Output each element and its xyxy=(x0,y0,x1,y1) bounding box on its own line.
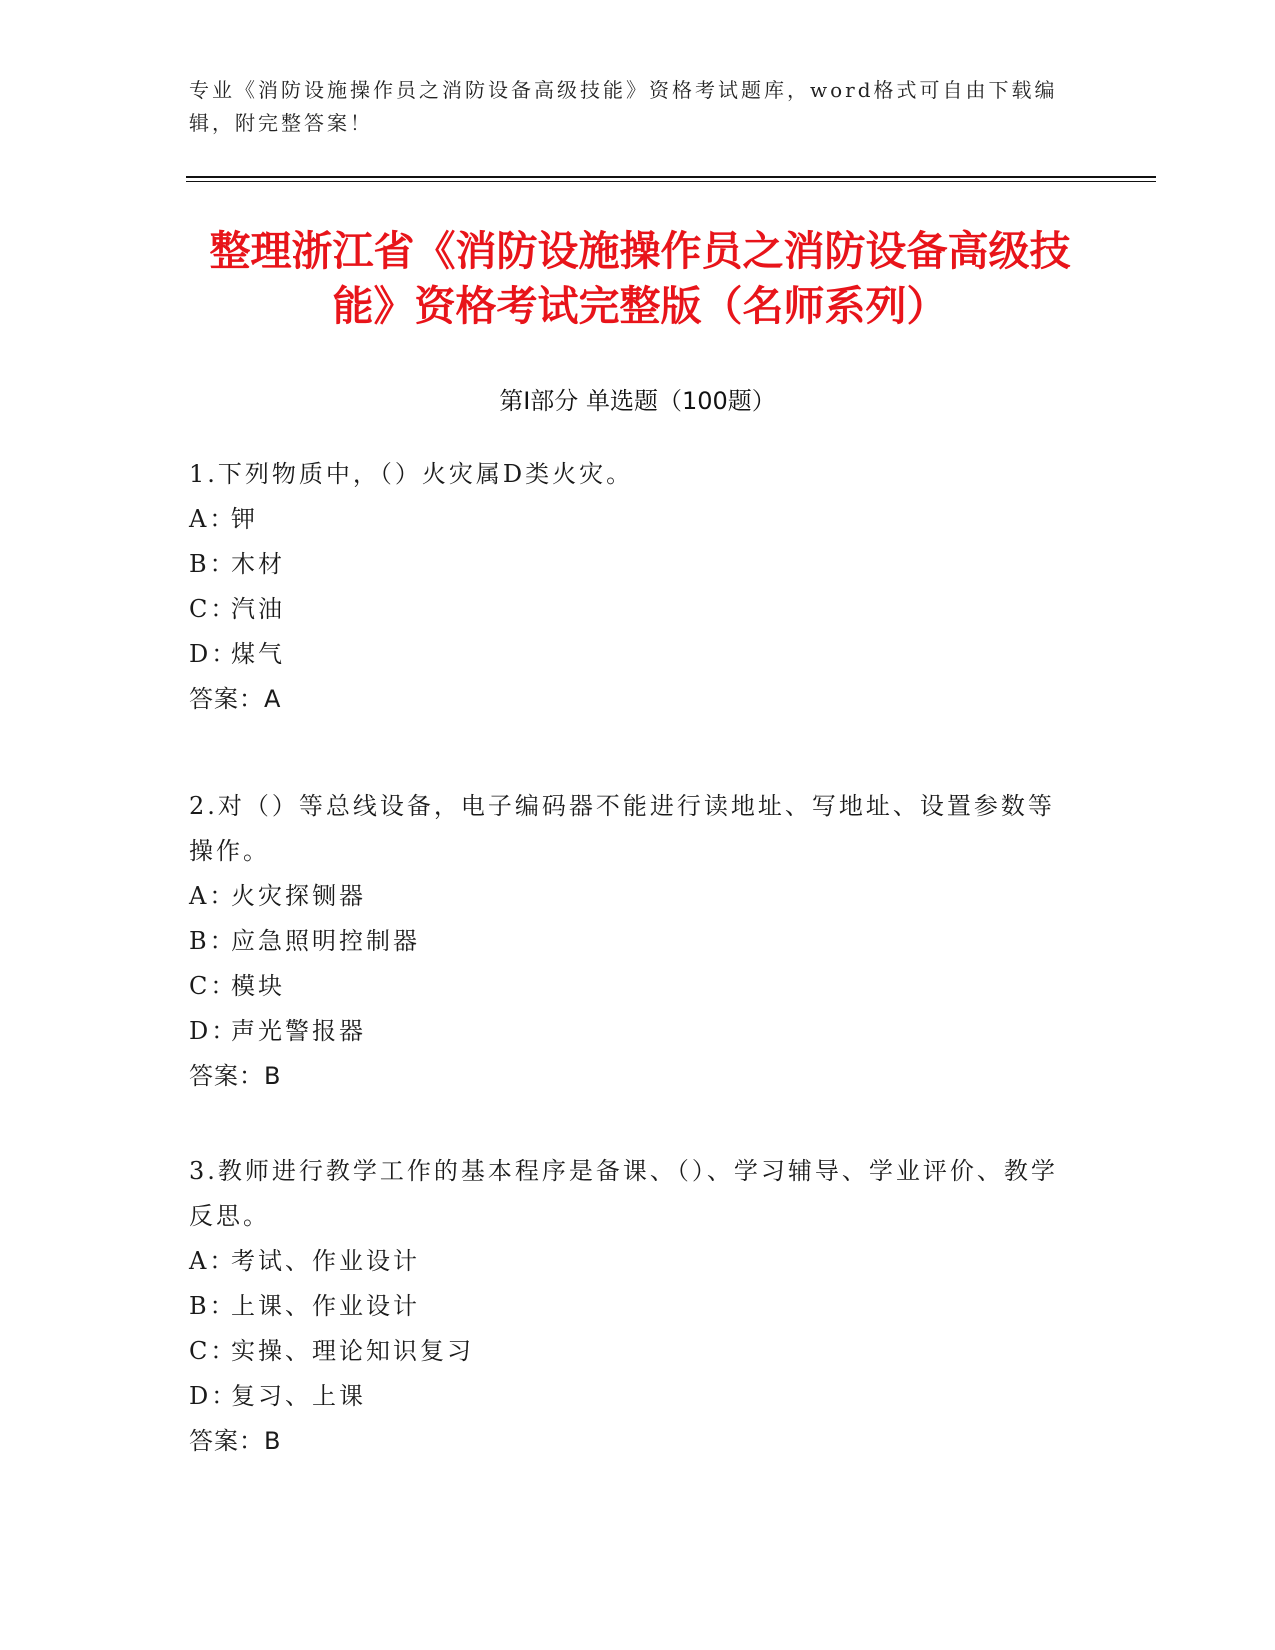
option-key: D： xyxy=(189,640,239,668)
option-text: 声光警报器 xyxy=(231,1017,366,1045)
answer-value: A xyxy=(264,685,282,713)
option-d xyxy=(189,1009,1069,1054)
question-1 xyxy=(189,452,1069,722)
answer-line xyxy=(189,1419,1069,1464)
option-text: 汽油 xyxy=(231,595,285,623)
option-text: 实操、理论知识复习 xyxy=(231,1337,474,1365)
header-divider xyxy=(186,176,1156,178)
answer-value: B xyxy=(264,1427,282,1455)
answer-value: B xyxy=(264,1062,282,1090)
option-c xyxy=(189,1329,1069,1374)
header-divider-thin xyxy=(186,181,1156,182)
option-text: 应急照明控制器 xyxy=(231,927,420,955)
option-text: 钾 xyxy=(231,505,258,533)
option-key: C： xyxy=(189,595,238,623)
option-text: 煤气 xyxy=(231,640,285,668)
option-c xyxy=(189,964,1069,1009)
question-2 xyxy=(189,784,1069,1099)
answer-line xyxy=(189,1054,1069,1099)
option-key: C： xyxy=(189,1337,238,1365)
option-d xyxy=(189,632,1069,677)
document-title: 整理浙江省《消防设施操作员之消防设备高级技能》资格考试完整版（名师系列） xyxy=(209,227,1071,330)
answer-line xyxy=(189,677,1069,722)
option-key: D： xyxy=(189,1382,239,1410)
option-text: 模块 xyxy=(231,972,285,1000)
question-stem: 3.教师进行教学工作的基本程序是备课、（）、学习辅导、学业评价、教学反思。 xyxy=(189,1157,1058,1230)
option-key: B： xyxy=(189,927,237,955)
option-text: 木材 xyxy=(231,550,285,578)
option-a xyxy=(189,497,1069,542)
option-d xyxy=(189,1374,1069,1419)
option-key: A： xyxy=(189,505,237,533)
option-b xyxy=(189,542,1069,587)
option-b xyxy=(189,1284,1069,1329)
section-heading: 第Ⅰ部分 单选题（100题） xyxy=(499,387,776,415)
answer-label: 答案： xyxy=(189,685,264,713)
header-note: 专业《消防设施操作员之消防设备高级技能》资格考试题库，word格式可自由下载编辑，附完整答案！ xyxy=(189,78,1058,135)
question-stem: 1.下列物质中，（）火灾属D类火灾。 xyxy=(189,460,634,488)
answer-label: 答案： xyxy=(189,1427,264,1455)
option-key: C： xyxy=(189,972,238,1000)
question-3 xyxy=(189,1149,1069,1464)
option-c xyxy=(189,587,1069,632)
option-key: B： xyxy=(189,1292,237,1320)
option-text: 考试、作业设计 xyxy=(231,1247,420,1275)
option-b xyxy=(189,919,1069,964)
option-key: D： xyxy=(189,1017,239,1045)
option-key: B： xyxy=(189,550,237,578)
option-a xyxy=(189,1239,1069,1284)
option-a xyxy=(189,874,1069,919)
option-key: A： xyxy=(189,882,237,910)
option-text: 上课、作业设计 xyxy=(231,1292,420,1320)
question-stem: 2.对（）等总线设备，电子编码器不能进行读地址、写地址、设置参数等操作。 xyxy=(189,792,1055,865)
option-text: 复习、上课 xyxy=(231,1382,366,1410)
option-key: A： xyxy=(189,1247,237,1275)
option-text: 火灾探铡器 xyxy=(231,882,366,910)
answer-label: 答案： xyxy=(189,1062,264,1090)
